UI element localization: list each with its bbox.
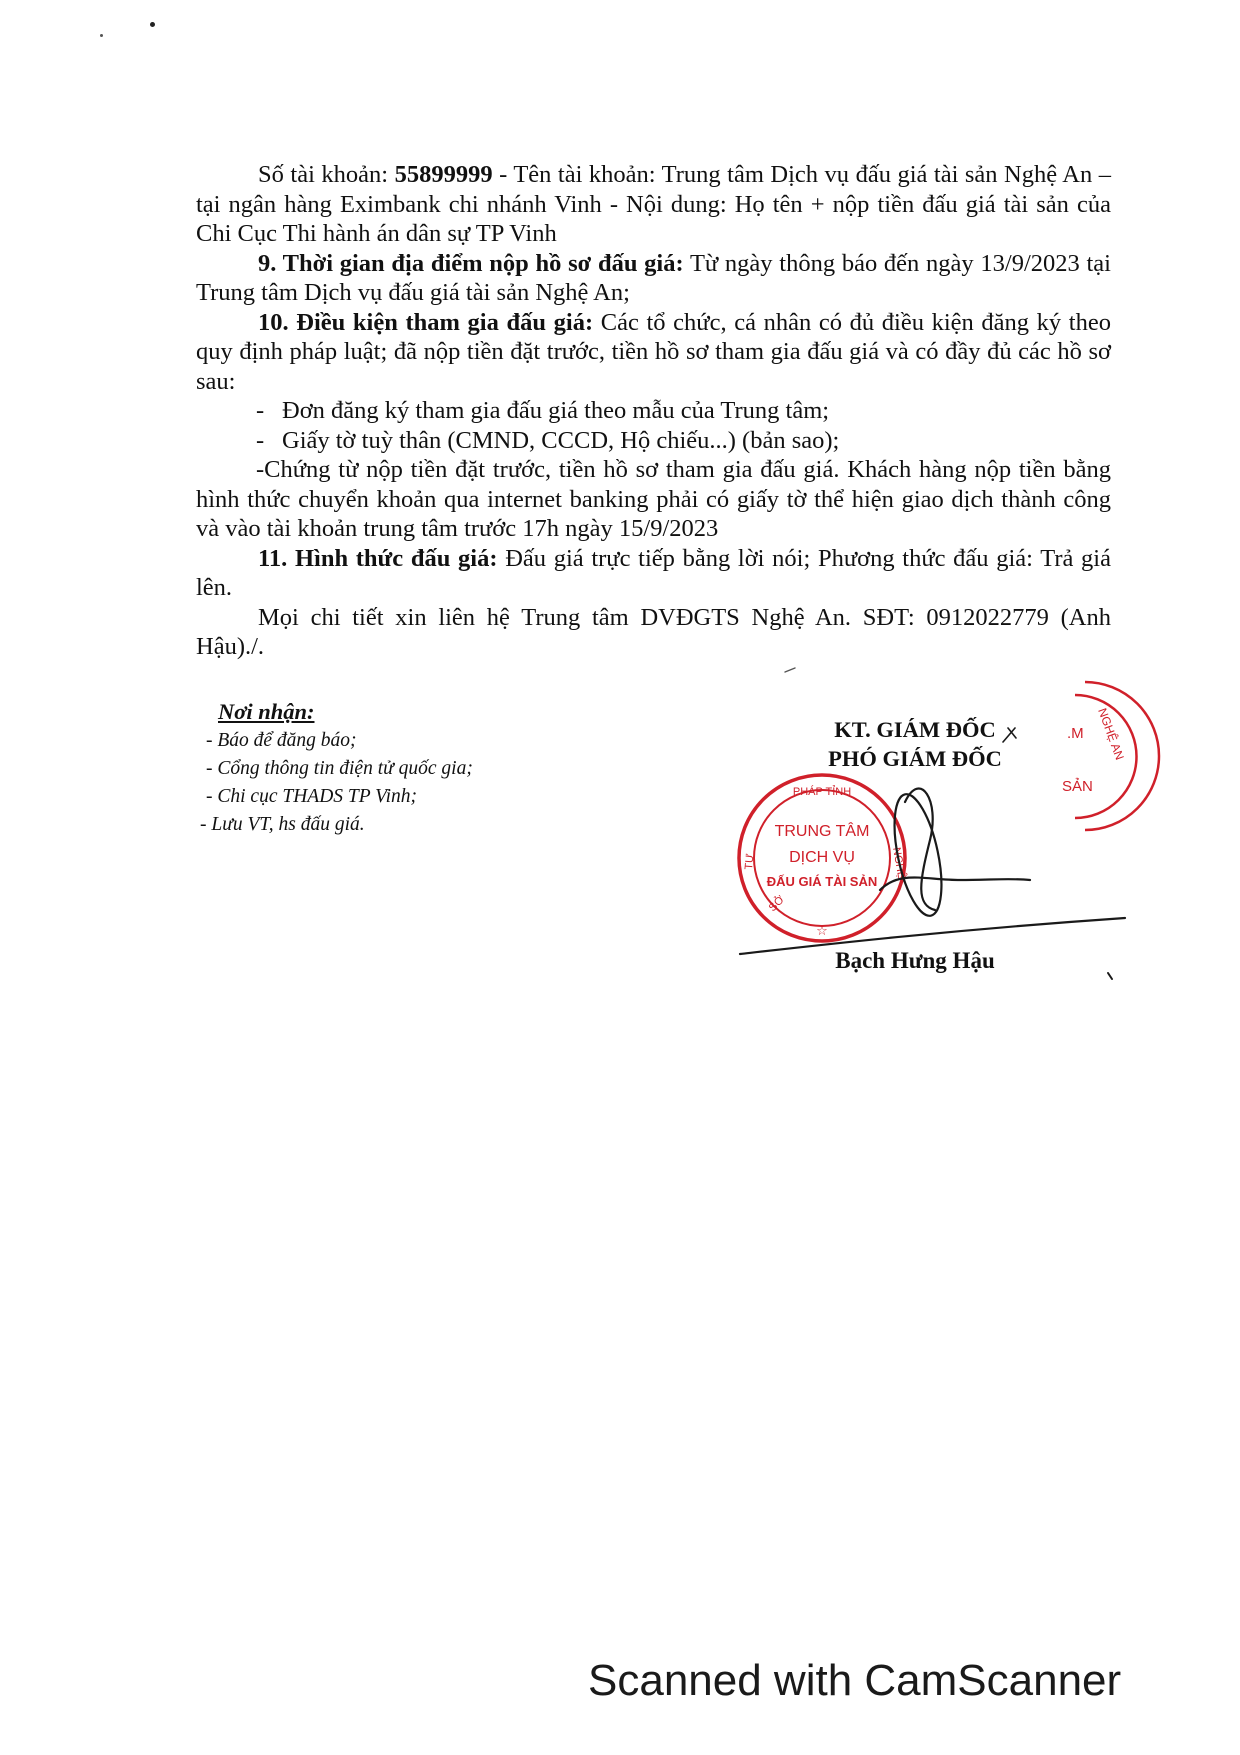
recipient-item: - Chi cục THADS TP Vinh;	[206, 786, 418, 807]
recipient-item: - Lưu VT, hs đấu giá.	[200, 814, 365, 835]
item-10-text: Các tổ chức, cá nhân có đủ điều kiện đăng ký theo quy định pháp luật; đã nộp tiền đặt trước, tiền hồ sơ tham gia đấu giá và có đầy đủ các hồ sơ sau:	[196, 308, 1111, 395]
partial-seal	[1062, 682, 1159, 830]
seal-ring-text: SỞ	[766, 893, 787, 915]
item-10-bullet: -Chứng từ nộp tiền đặt trước, tiền hồ sơ tham gia đấu giá. Khách hàng nộp tiền bằng hình thức chuyển khoản qua internet banking phải có giấy tờ thể hiện giao dịch thành công và vào tài khoản trung tâm trước 17h ngày 15/9/2023	[196, 456, 1111, 542]
item-9-heading: 9. Thời gian địa điểm nộp hồ sơ đấu giá:	[258, 249, 684, 277]
bullet-text: Giấy tờ tuỳ thân (CMND, CCCD, Hộ chiếu...) (bản sao);	[282, 426, 840, 454]
seal-inner-text: ĐẤU GIÁ TÀI SẢN	[766, 874, 878, 889]
seal-ring-text: TƯ	[743, 853, 757, 871]
round-seal	[739, 775, 908, 941]
signer-name: Bạch Hưng Hậu	[835, 948, 995, 973]
partial-seal-text: .M	[1067, 725, 1084, 742]
seal-inner-text: DỊCH VỤ	[789, 849, 855, 866]
recipients-heading: Nơi nhận:	[218, 699, 315, 724]
seal-star-icon: ☆	[816, 924, 828, 939]
item-11-heading: 11. Hình thức đấu giá:	[258, 544, 498, 572]
item-10-heading: 10. Điều kiện tham gia đấu giá:	[258, 308, 594, 336]
bullet-text: Đơn đăng ký tham gia đấu giá theo mẫu của Trung tâm;	[282, 397, 830, 424]
recipient-item: - Báo để đăng báo;	[206, 730, 357, 751]
contact-paragraph: Mọi chi tiết xin liên hệ Trung tâm DVĐGTS Nghệ An. SĐT: 0912022779 (Anh Hậu)./.	[196, 603, 1111, 660]
scanner-watermark: Scanned with CamScanner	[588, 1656, 1122, 1705]
seal-ring-text: NGHỆ	[890, 846, 908, 880]
seal-ring-text: PHÁP TỈNH	[792, 786, 852, 798]
signature-title-2: PHÓ GIÁM ĐỐC	[828, 746, 1002, 771]
item-10-bullet: - Đơn đăng ký tham gia đấu giá theo mẫu của Trung tâm;	[256, 397, 830, 424]
item-11-text: Đấu giá trực tiếp bằng lời nói; Phương thức đấu giá: Trả giá lên.	[196, 544, 1111, 601]
seal-inner-text: TRUNG TÂM	[774, 823, 870, 840]
partial-seal-ring-text: NGHỆ AN	[1095, 706, 1127, 762]
account-details: - Tên tài khoản: Trung tâm Dịch vụ đấu giá tài sản Nghệ An – tại ngân hàng Eximbank chi nhánh Vinh - Nội dung: Họ tên + nộp tiền đấu giá tài sản của Chi Cục Thi hành án dân sự TP Vinh	[196, 161, 1111, 247]
item-10-bullet: - Giấy tờ tuỳ thân (CMND, CCCD, Hộ chiếu...) (bản sao);	[256, 426, 840, 454]
bullet-text: Chứng từ nộp tiền đặt trước, tiền hồ sơ tham gia đấu giá. Khách hàng nộp tiền bằng hình thức chuyển khoản qua internet banking phải có giấy tờ thể hiện giao dịch thành công và vào tài khoản trung tâm trước 17h ngày 15/9/2023	[196, 456, 1111, 542]
recipient-item: - Cổng thông tin điện tử quốc gia;	[206, 758, 473, 779]
account-number: 55899999	[394, 161, 493, 188]
partial-seal-text: SẢN	[1062, 778, 1093, 795]
signature-title-1: KT. GIÁM ĐỐC	[834, 717, 996, 742]
account-label: Số tài khoản:	[258, 161, 395, 188]
item-9-text: Từ ngày thông báo đến ngày 13/9/2023 tại Trung tâm Dịch vụ đấu giá tài sản Nghệ An;	[196, 249, 1111, 306]
